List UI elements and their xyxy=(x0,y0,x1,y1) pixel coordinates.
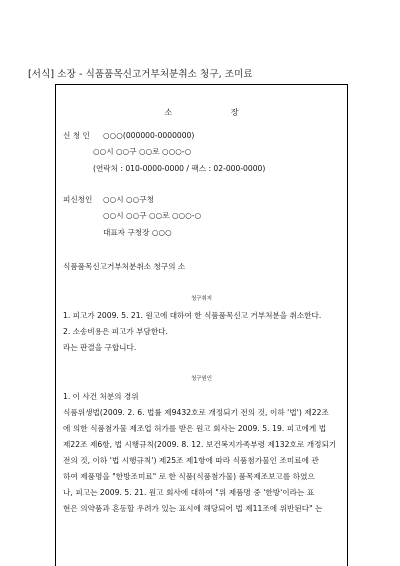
grounds-line: 하여 제품명을 "한방조미료" 로 한 식품(식품첨가물) 품목제조보고를 하였으 xyxy=(63,472,315,481)
document-caption: [서식] 소장 - 식품품목신고거부처분취소 청구, 조미료 xyxy=(28,69,253,80)
defendant-name: ○○시 ○○구청 xyxy=(103,195,154,204)
plaintiff-label: 신 청 인 xyxy=(63,131,90,140)
claim-item: 1. 피고가 2009. 5. 21. 원고에 대하여 한 식품품목신고 거부처분을 취소한다. xyxy=(63,311,322,320)
document-page xyxy=(55,84,348,566)
grounds-line: 제22조 제6항, 법 시행규칙(2009. 8. 12. 보건복지가족부령 제132호로 개정되기 xyxy=(63,440,337,449)
grounds-line: 전의 것, 이하 '법 시행규칙') 제25조 제1항에 따라 식품첨가물인 조미료에 관 xyxy=(63,456,319,465)
grounds-line: 에 의한 식품첨가물 제조업 허가를 받은 원고 회사는 2009. 5. 19. 피고에게 법 xyxy=(63,424,327,433)
plaintiff-name: ○○○(000000-0000000) xyxy=(103,131,195,140)
claim-conclusion: 라는 판결을 구합니다. xyxy=(63,343,137,352)
defendant-label: 피신청인 xyxy=(63,195,93,204)
document-title: 소 장 xyxy=(164,108,267,117)
defendant-address: ○○시 ○○구 ○○로 ○○○-○ xyxy=(103,211,202,220)
grounds-line: 현은 의약품과 혼동할 우려가 있는 표시에 해당되어 법 제11조에 위반된다" 는 xyxy=(63,504,323,513)
claim-item: 2. 소송비용은 피고가 부담한다. xyxy=(63,327,168,336)
grounds-line: 식품위생법(2009. 2. 6. 법률 제9432호로 개정되기 전의 것, 이하 '법') 제22조 xyxy=(63,408,329,417)
plaintiff-address: ○○시 ○○구 ○○로 ○○○-○ xyxy=(93,147,192,156)
case-name: 식품품목신고거부처분취소 청구의 소 xyxy=(63,262,186,271)
defendant-representative: 대표자 구청장 ○○○ xyxy=(103,228,172,237)
plaintiff-contact: (연락처 : 010-0000-0000 / 팩스 : 02-000-0000) xyxy=(93,164,266,173)
grounds-section-heading: 1. 이 사건 처분의 경위 xyxy=(63,392,139,401)
claims-heading: 청구취지 xyxy=(191,296,212,302)
grounds-line: 나, 피고는 2009. 5. 21. 원고 회사에 대하여 "위 제품명 중 '한방'이라는 표 xyxy=(63,488,315,497)
grounds-heading: 청구원인 xyxy=(191,376,212,382)
